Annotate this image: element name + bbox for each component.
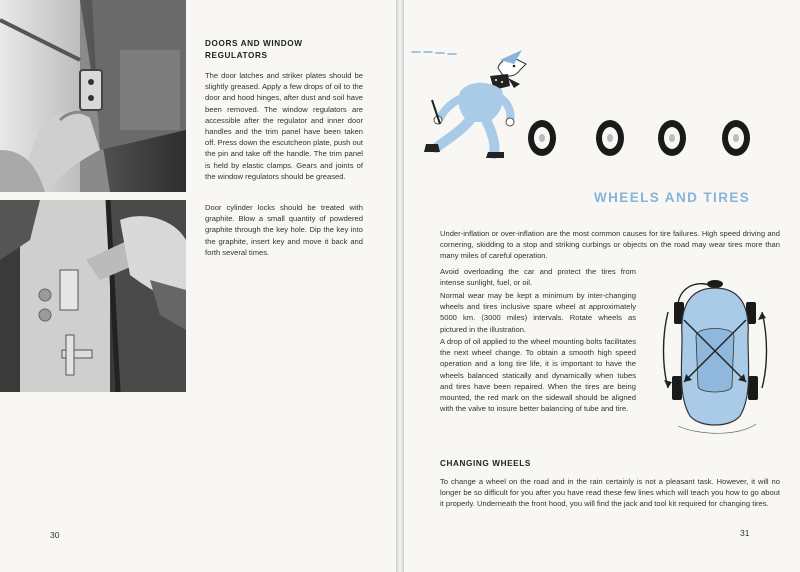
- door-hinge-photo: [0, 0, 186, 192]
- page-number-right: 31: [740, 528, 750, 538]
- wear-paragraph: Normal wear may be kept a minimum by inter-changing wheels and tires inclusive spare wheel at approximately 5000 km. (3000 miles) intervals. Rotate wheels as pictured in the illustration.: [440, 291, 636, 334]
- changing-paragraph: To change a wheel on the road and in the rain certainly is not a pleasant task. However, it will no longer be so difficult for you after you have read these few lines which will teach you how to go about it properly. Underneath the front hood, you will find the jack and tool kit required for changing tires.: [440, 477, 780, 509]
- door-lock-graphite-photo: [0, 200, 186, 392]
- section-title: WHEELS AND TIRES: [594, 190, 751, 205]
- book-gutter: [396, 0, 404, 572]
- doors-heading: [205, 38, 303, 62]
- oil-paragraph: A drop of oil applied to the wheel mounting bolts facilitates the next wheel change. To obtain a smooth high speed operation and a long tire life, it is important to have the wheels balanced statically and dynamically when tubes and tires have been repaired. When the tires are being mounted, the red mark on the sidewall should be aligned with the valve to insure better balancing of tube and tire.: [440, 337, 636, 414]
- changing-heading: CHANGING WHEELS: [440, 459, 531, 468]
- left-page: [0, 0, 396, 572]
- running-mechanic-illustration: [410, 40, 530, 170]
- intro-paragraph: Under-inflation or over-inflation are the most common causes for tire failures. High speed driving and cornering, skidding to a stop and striking curbings or objects on the road may wear tires more than many miles of careful operation.: [440, 229, 780, 261]
- right-page: [404, 0, 800, 572]
- tire-icon: [716, 118, 756, 158]
- tire-icon: [590, 118, 630, 158]
- doors-heading-line2: REGULATORS: [205, 51, 268, 60]
- car-top-view-rotation-diagram: [660, 276, 770, 436]
- locks-paragraph: Door cylinder locks should be treated with graphite. Blow a small quantity of powdered graphite through the key hole. Dip the key into the graphite, insert key and move it back and forth several times.: [205, 203, 363, 257]
- doors-heading-line1: DOORS AND WINDOW: [205, 39, 303, 48]
- tire-icon: [652, 118, 692, 158]
- tire-icon: [522, 118, 562, 158]
- doors-paragraph: The door latches and striker plates should be slightly greased. Apply a few drops of oil to the door and hood hinges, after dust and soil have been removed. The window regulators are accessible after the regulator and inner door handles and the trim panel have been taken off. Press down the escutcheon plate, push out the pin and take off the handle. The trim panel is held by elastic clamps. Gears and joints of the window regulators should be greased.: [205, 71, 363, 181]
- page-number-left: 30: [50, 530, 60, 540]
- avoid-paragraph: Avoid overloading the car and protect the tires from intense sunlight, fuel, or oil.: [440, 267, 636, 288]
